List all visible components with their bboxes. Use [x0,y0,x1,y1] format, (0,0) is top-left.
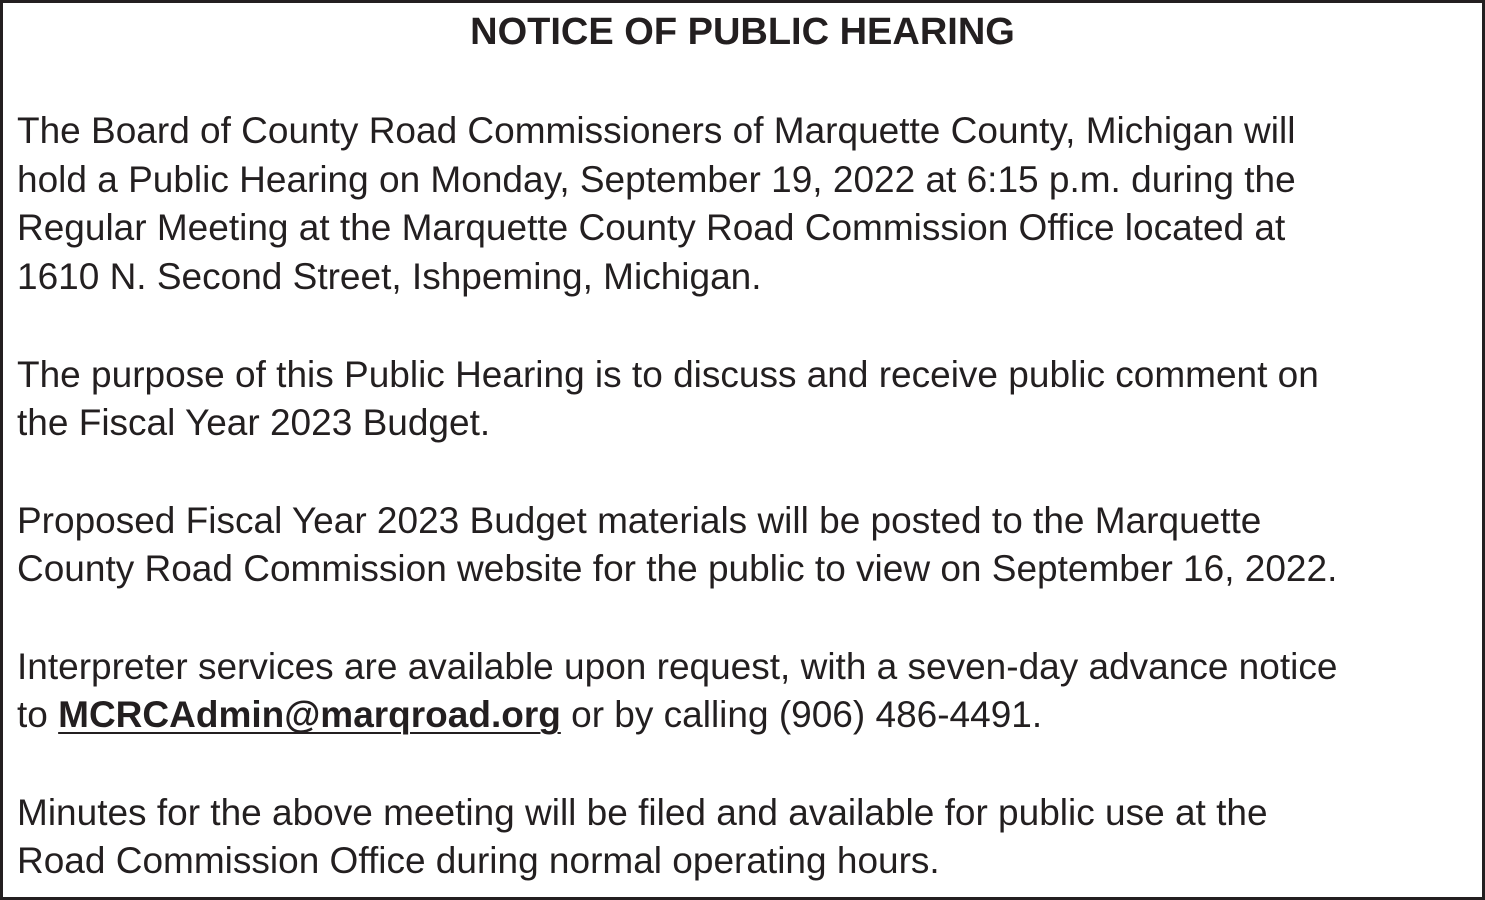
hearing-purpose-line: The purpose of this Public Hearing is to discuss and receive public comment on [17,353,1319,395]
hearing-details-line: The Board of County Road Commissioners of Marquette County, Michigan will [17,110,1296,151]
hearing-purpose-paragraph [17,351,1483,448]
hearing-purpose-line: the Fiscal Year 2023 Budget. [17,402,491,444]
budget-materials-paragraph [17,497,1483,594]
contact-line [17,691,1483,740]
interpreter-services-line: Interpreter services are available upon request, with a seven-day advance notice [17,645,1338,687]
hearing-details-line: hold a Public Hearing on Monday, September 19, 2022 at 6:15 p.m. during the [17,158,1296,200]
email-link[interactable]: MCRCAdmin@marqroad.org [58,694,561,736]
meeting-minutes-line: Minutes for the above meeting will be filed and available for public use at the [17,791,1268,833]
budget-materials-line: Proposed Fiscal Year 2023 Budget materials will be posted to the Marquette [17,499,1262,541]
hearing-details-line: 1610 N. Second Street, Ishpeming, Michigan. [17,256,762,298]
notice-body [17,107,1483,886]
budget-materials-line: County Road Commission website for the public to view on September 16, 2022. [17,548,1338,590]
hearing-details-paragraph [17,107,1483,302]
hearing-details-line: Regular Meeting at the Marquette County Road Commission Office located at [17,207,1286,249]
meeting-minutes-paragraph [17,789,1483,886]
phone-contact-text: or by calling (906) 486-4491. [560,694,1043,736]
contact-prefix: to [17,694,59,736]
meeting-minutes-line: Road Commission Office during normal operating hours. [17,840,940,882]
notice-title: NOTICE OF PUBLIC HEARING [470,11,1015,53]
interpreter-services-paragraph [17,643,1483,740]
